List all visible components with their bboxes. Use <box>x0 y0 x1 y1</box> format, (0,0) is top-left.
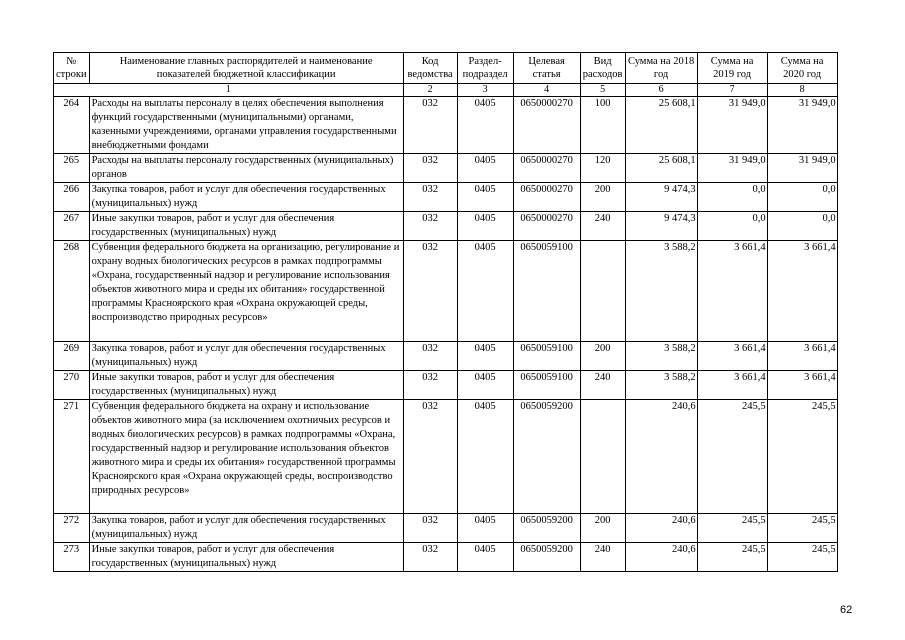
row-sum-2018: 25 608,1 <box>625 97 697 154</box>
row-dept: 032 <box>403 371 457 400</box>
row-sum-2020: 0,0 <box>767 212 837 241</box>
row-type: 200 <box>580 342 625 371</box>
header-target: Целевая статья <box>513 53 580 84</box>
row-dept: 032 <box>403 400 457 514</box>
row-sum-2019: 0,0 <box>697 212 767 241</box>
row-sum-2018: 240,6 <box>625 514 697 543</box>
row-sum-2020: 31 949,0 <box>767 154 837 183</box>
header-section: Раздел-подраздел <box>457 53 513 84</box>
row-number: 272 <box>54 514 90 543</box>
row-dept: 032 <box>403 514 457 543</box>
row-number: 273 <box>54 543 90 572</box>
row-type: 240 <box>580 212 625 241</box>
row-type <box>580 400 625 514</box>
row-target: 0650059200 <box>513 400 580 514</box>
row-target: 0650059200 <box>513 514 580 543</box>
row-type: 100 <box>580 97 625 154</box>
header-row-number: № строки <box>54 53 90 84</box>
table-row <box>54 543 838 572</box>
row-dept: 032 <box>403 212 457 241</box>
row-sum-2018: 3 588,2 <box>625 371 697 400</box>
header-number: 4 <box>513 84 580 97</box>
row-type <box>580 241 625 342</box>
table-row <box>54 241 838 342</box>
header-row <box>54 53 838 84</box>
row-target: 0650000270 <box>513 212 580 241</box>
header-dept-code: Код ведомства <box>403 53 457 84</box>
row-target: 0650000270 <box>513 154 580 183</box>
row-sum-2018: 9 474,3 <box>625 212 697 241</box>
row-name: Иные закупки товаров, работ и услуг для обеспечения государственных (муниципальных) нужд <box>89 543 403 572</box>
row-sum-2019: 245,5 <box>697 514 767 543</box>
row-sum-2020: 3 661,4 <box>767 241 837 342</box>
table-row <box>54 212 838 241</box>
row-section: 0405 <box>457 514 513 543</box>
row-section: 0405 <box>457 183 513 212</box>
row-sum-2019: 0,0 <box>697 183 767 212</box>
row-name: Иные закупки товаров, работ и услуг для обеспечения государственных (муниципальных) нужд <box>89 371 403 400</box>
budget-table <box>53 52 838 572</box>
row-section: 0405 <box>457 154 513 183</box>
row-section: 0405 <box>457 400 513 514</box>
row-type: 240 <box>580 371 625 400</box>
header-number: 7 <box>697 84 767 97</box>
row-target: 0650000270 <box>513 183 580 212</box>
row-target: 0650059100 <box>513 371 580 400</box>
row-number: 265 <box>54 154 90 183</box>
row-sum-2020: 0,0 <box>767 183 837 212</box>
row-dept: 032 <box>403 97 457 154</box>
header-sum-2020: Сумма на 2020 год <box>767 53 837 84</box>
table-row <box>54 342 838 371</box>
row-sum-2018: 240,6 <box>625 400 697 514</box>
row-target: 0650059200 <box>513 543 580 572</box>
row-target: 0650059100 <box>513 241 580 342</box>
row-number: 264 <box>54 97 90 154</box>
row-type: 240 <box>580 543 625 572</box>
header-number: 1 <box>54 84 404 97</box>
header-sum-2019: Сумма на 2019 год <box>697 53 767 84</box>
row-sum-2020: 245,5 <box>767 543 837 572</box>
table-row <box>54 183 838 212</box>
row-number: 270 <box>54 371 90 400</box>
row-dept: 032 <box>403 543 457 572</box>
row-name: Расходы на выплаты персоналу в целях обеспечения выполнения функций государственными (муниципальными) органами, казенными учреждениями, органами управления государственными внебюджетными фондами <box>89 97 403 154</box>
header-number: 6 <box>625 84 697 97</box>
row-section: 0405 <box>457 212 513 241</box>
row-section: 0405 <box>457 97 513 154</box>
row-sum-2018: 3 588,2 <box>625 241 697 342</box>
row-sum-2019: 245,5 <box>697 543 767 572</box>
row-section: 0405 <box>457 371 513 400</box>
header-number: 2 <box>403 84 457 97</box>
row-sum-2020: 31 949,0 <box>767 97 837 154</box>
table-row <box>54 371 838 400</box>
row-type: 200 <box>580 514 625 543</box>
header-number: 3 <box>457 84 513 97</box>
row-dept: 032 <box>403 183 457 212</box>
row-sum-2019: 3 661,4 <box>697 241 767 342</box>
row-sum-2018: 9 474,3 <box>625 183 697 212</box>
row-number: 267 <box>54 212 90 241</box>
row-sum-2020: 245,5 <box>767 514 837 543</box>
row-target: 0650000270 <box>513 97 580 154</box>
header-number: 8 <box>767 84 837 97</box>
table-row <box>54 400 838 514</box>
row-sum-2019: 3 661,4 <box>697 342 767 371</box>
row-section: 0405 <box>457 543 513 572</box>
row-dept: 032 <box>403 241 457 342</box>
row-sum-2019: 31 949,0 <box>697 97 767 154</box>
row-type: 120 <box>580 154 625 183</box>
row-number: 268 <box>54 241 90 342</box>
row-name: Расходы на выплаты персоналу государственных (муниципальных) органов <box>89 154 403 183</box>
table-row <box>54 154 838 183</box>
row-sum-2019: 245,5 <box>697 400 767 514</box>
row-number: 269 <box>54 342 90 371</box>
row-sum-2020: 3 661,4 <box>767 342 837 371</box>
row-sum-2019: 3 661,4 <box>697 371 767 400</box>
row-sum-2020: 245,5 <box>767 400 837 514</box>
row-name: Закупка товаров, работ и услуг для обеспечения государственных (муниципальных) нужд <box>89 183 403 212</box>
row-dept: 032 <box>403 342 457 371</box>
row-sum-2020: 3 661,4 <box>767 371 837 400</box>
row-sum-2018: 3 588,2 <box>625 342 697 371</box>
row-sum-2018: 25 608,1 <box>625 154 697 183</box>
row-name: Иные закупки товаров, работ и услуг для обеспечения государственных (муниципальных) нужд <box>89 212 403 241</box>
row-type: 200 <box>580 183 625 212</box>
page-number: 62 <box>840 604 853 616</box>
row-sum-2019: 31 949,0 <box>697 154 767 183</box>
header-sum-2018: Сумма на 2018 год <box>625 53 697 84</box>
row-name: Субвенция федерального бюджета на охрану и использование объектов животного мира (за исключением охотничьих ресурсов и водных биологических ресурсов) в рамках подпрограммы «Охрана, государственный надзор и регулирование использования объектов животного мира и среды их обитания» государственной программы Красноярского края «Охрана окружающей среды, воспроизводство природных ресурсов» <box>89 400 403 514</box>
row-section: 0405 <box>457 241 513 342</box>
row-name: Субвенция федерального бюджета на организацию, регулирование и охрану водных биологических ресурсов в рамках подпрограммы «Охрана, государственный надзор и регулирование использования объектов животного мира и среды их обитания» государственной программы Красноярского края «Охрана окружающей среды, воспроизводство природных ресурсов» <box>89 241 403 342</box>
row-dept: 032 <box>403 154 457 183</box>
row-number: 271 <box>54 400 90 514</box>
row-name: Закупка товаров, работ и услуг для обеспечения государственных (муниципальных) нужд <box>89 342 403 371</box>
table-row <box>54 97 838 154</box>
header-number: 5 <box>580 84 625 97</box>
row-section: 0405 <box>457 342 513 371</box>
row-target: 0650059100 <box>513 342 580 371</box>
header-number-row <box>54 84 838 97</box>
table-row <box>54 514 838 543</box>
row-number: 266 <box>54 183 90 212</box>
header-expense-type: Вид расходов <box>580 53 625 84</box>
header-name: Наименование главных распорядителей и наименование показателей бюджетной классификации <box>89 53 403 84</box>
row-sum-2018: 240,6 <box>625 543 697 572</box>
row-name: Закупка товаров, работ и услуг для обеспечения государственных (муниципальных) нужд <box>89 514 403 543</box>
